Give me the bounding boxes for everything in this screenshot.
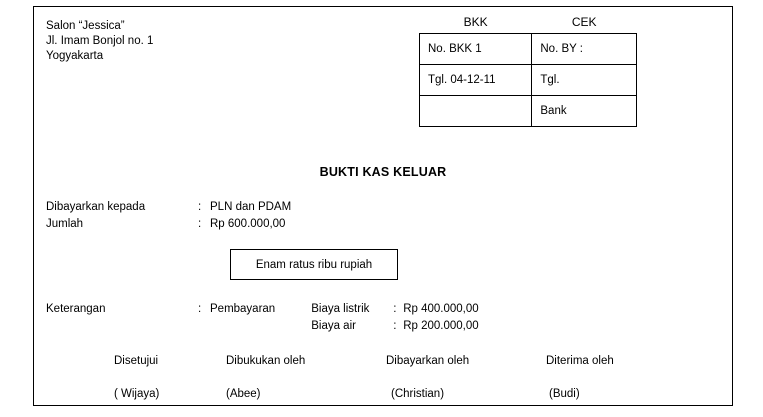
remark-section xyxy=(46,301,479,335)
signature-title-paid: Dibayarkan oleh xyxy=(386,355,470,367)
remark-label: Keterangan xyxy=(46,303,106,315)
signature-name-received: (Budi) xyxy=(549,388,580,400)
table-row xyxy=(420,65,637,96)
remark-detail-value: Rp 400.000,00 xyxy=(403,303,479,315)
signature-title-approved: Disetujui xyxy=(114,355,159,367)
voucher-frame xyxy=(33,6,733,406)
signature-name-recorded: (Abee) xyxy=(226,388,261,400)
amount-in-words-text: Enam ratus ribu rupiah xyxy=(255,258,373,271)
reference-header-bkk: BKK xyxy=(463,15,488,29)
signature-title-recorded: Dibukukan oleh xyxy=(226,355,306,367)
amount-value: Rp 600.000,00 xyxy=(210,218,286,230)
remark-detail-line xyxy=(311,318,478,335)
remark-detail-colon: : xyxy=(393,320,397,332)
reference-header-cek: CEK xyxy=(571,15,597,29)
remark-detail-label: Biaya air xyxy=(311,320,356,332)
remark-details xyxy=(311,301,478,335)
company-name: Salon “Jessica” xyxy=(46,20,125,32)
signature-title-received: Diterima oleh xyxy=(546,355,614,367)
signature-name-paid: (Christian) xyxy=(391,388,445,400)
remark-colon: : xyxy=(198,303,202,315)
reference-header-row xyxy=(420,13,637,34)
company-address: Jl. Imam Bonjol no. 1 xyxy=(46,35,154,47)
reference-bank-cek: Bank xyxy=(532,96,637,127)
amount-label: Jumlah xyxy=(46,218,84,230)
paid-to-label: Dibayarkan kepada xyxy=(46,201,146,213)
reference-number-cek: No. BY : xyxy=(532,34,637,65)
reference-date-cek: Tgl. xyxy=(532,65,637,96)
table-row xyxy=(420,34,637,65)
remark-value: Pembayaran xyxy=(210,303,276,315)
paid-to-row xyxy=(46,199,291,216)
remark-detail-value: Rp 200.000,00 xyxy=(403,320,479,332)
remark-detail-line xyxy=(311,301,478,318)
company-info xyxy=(46,19,153,64)
reference-empty-cell xyxy=(420,96,532,127)
remark-detail-label: Biaya listrik xyxy=(311,303,370,315)
signature-name-approved: ( Wijaya) xyxy=(114,388,160,400)
table-row xyxy=(420,96,637,127)
reference-date-bkk: Tgl. 04-12-11 xyxy=(420,65,532,96)
page-title: BUKTI KAS KELUAR xyxy=(319,165,447,179)
reference-number-bkk: No. BKK 1 xyxy=(420,34,532,65)
reference-table xyxy=(419,13,637,127)
paid-to-value: PLN dan PDAM xyxy=(210,201,292,213)
paid-to-colon: : xyxy=(198,201,202,213)
voucher-fields xyxy=(46,199,291,233)
remark-detail-colon: : xyxy=(393,303,397,315)
amount-colon: : xyxy=(198,218,202,230)
amount-row xyxy=(46,216,291,233)
company-city: Yogyakarta xyxy=(46,50,104,62)
amount-in-words-box xyxy=(230,249,398,280)
